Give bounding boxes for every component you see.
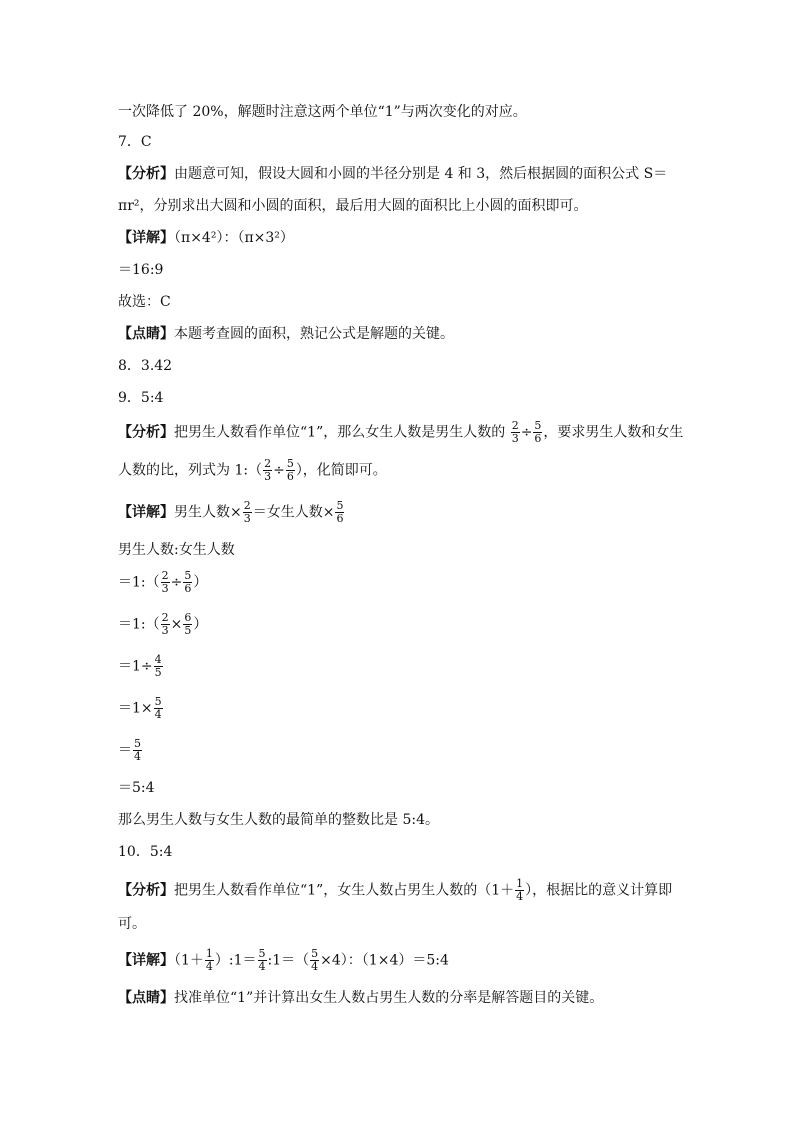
fraction: $\frac{4}{5}$ (154, 653, 162, 679)
fraction: $\frac{5}{6}$ (184, 569, 192, 595)
solution-10: 【详解】（1＋ $\frac{1}{4}$ ）:1＝ $\frac{5}{4}$ :1＝（ $\frac{5}{4}$ ×4）：（1×4）＝5:4 (118, 947, 449, 973)
text-line: 一次降低了 20%，解题时注意这两个单位“1”与两次变化的对应。 (118, 104, 527, 120)
answer-10: 10．5:4 (118, 844, 173, 860)
analysis-9: 【分析】把男生人数看作单位“1”，那么女生人数是男生人数的 $\frac{2}{3}$ ÷ $\frac{5}{6}$ ，要求男生人数和女生 (118, 419, 684, 445)
fraction: $\frac{5}{4}$ (258, 947, 266, 973)
text-line: 故选：C (118, 294, 171, 310)
equation-line: ＝1:（ $\frac{2}{3}$ ÷ $\frac{5}{6}$ ） (118, 569, 208, 595)
solution-7: 【详解】（π×4²）：（π×3²） (118, 230, 294, 246)
text-line: πr²，分别求出大圆和小圆的面积，最后用大圆的面积比上小圆的面积即可。 (118, 198, 588, 214)
fraction: $\frac{5}{6}$ (336, 499, 344, 525)
fraction: $\frac{5}{4}$ (134, 737, 141, 763)
fraction: $\frac{2}{3}$ (161, 611, 169, 637)
answer-9: 9．5:4 (118, 390, 164, 406)
fraction: $\frac{1}{4}$ (516, 877, 524, 903)
fraction: $\frac{2}{3}$ (243, 499, 251, 525)
comment-10: 【点睛】找准单位“1”并计算出女生人数占男生人数的分率是解答题目的关键。 (118, 990, 604, 1006)
solution-9: 【详解】男生人数× $\frac{2}{3}$ ＝女生人数× $\frac{5}{6}$ (118, 499, 344, 525)
text-line: 男生人数:女生人数 (118, 542, 235, 558)
fraction: $\frac{2}{3}$ (264, 457, 272, 483)
equation-line: ＝1× $\frac{5}{4}$ (118, 695, 162, 721)
equation-line: ＝ $\frac{5}{4}$ (118, 737, 141, 763)
answer-8: 8．3.42 (118, 358, 173, 374)
fraction: $\frac{2}{3}$ (511, 419, 519, 445)
fraction: $\frac{6}{5}$ (184, 611, 192, 637)
comment-7: 【点睛】本题考查圆的面积，熟记公式是解题的关键。 (118, 326, 454, 342)
equation-line: ＝1÷ $\frac{4}{5}$ (118, 653, 162, 679)
text-line: 可。 (118, 916, 146, 932)
fraction: $\frac{5}{4}$ (311, 947, 319, 973)
fraction: $\frac{5}{6}$ (286, 457, 294, 483)
fraction: $\frac{1}{4}$ (205, 947, 213, 973)
equation-line: ＝1:（ $\frac{2}{3}$ × $\frac{6}{5}$ ） (118, 611, 208, 637)
equation-line: ＝16:9 (118, 262, 164, 278)
equation-line: ＝5:4 (118, 780, 155, 796)
analysis-7: 【分析】由题意可知，假设大圆和小圆的半径分别是 4 和 3，然后根据圆的面积公式 S＝ (118, 166, 668, 182)
analysis-10: 【分析】把男生人数看作单位“1”，女生人数占男生人数的（1＋ $\frac{1}{4}$ ），根据比的意义计算即 (118, 877, 673, 903)
text-line: 那么男生人数与女生人数的最简单的整数比是 5:4。 (118, 812, 439, 828)
text-line: 人数的比，列式为 1:（ $\frac{2}{3}$ ÷ $\frac{5}{6}$ ），化简即可。 (118, 457, 387, 483)
answer-7: 7．C (118, 134, 152, 150)
fraction: $\frac{2}{3}$ (161, 569, 169, 595)
fraction: $\frac{5}{6}$ (534, 419, 542, 445)
fraction: $\frac{5}{4}$ (154, 695, 162, 721)
